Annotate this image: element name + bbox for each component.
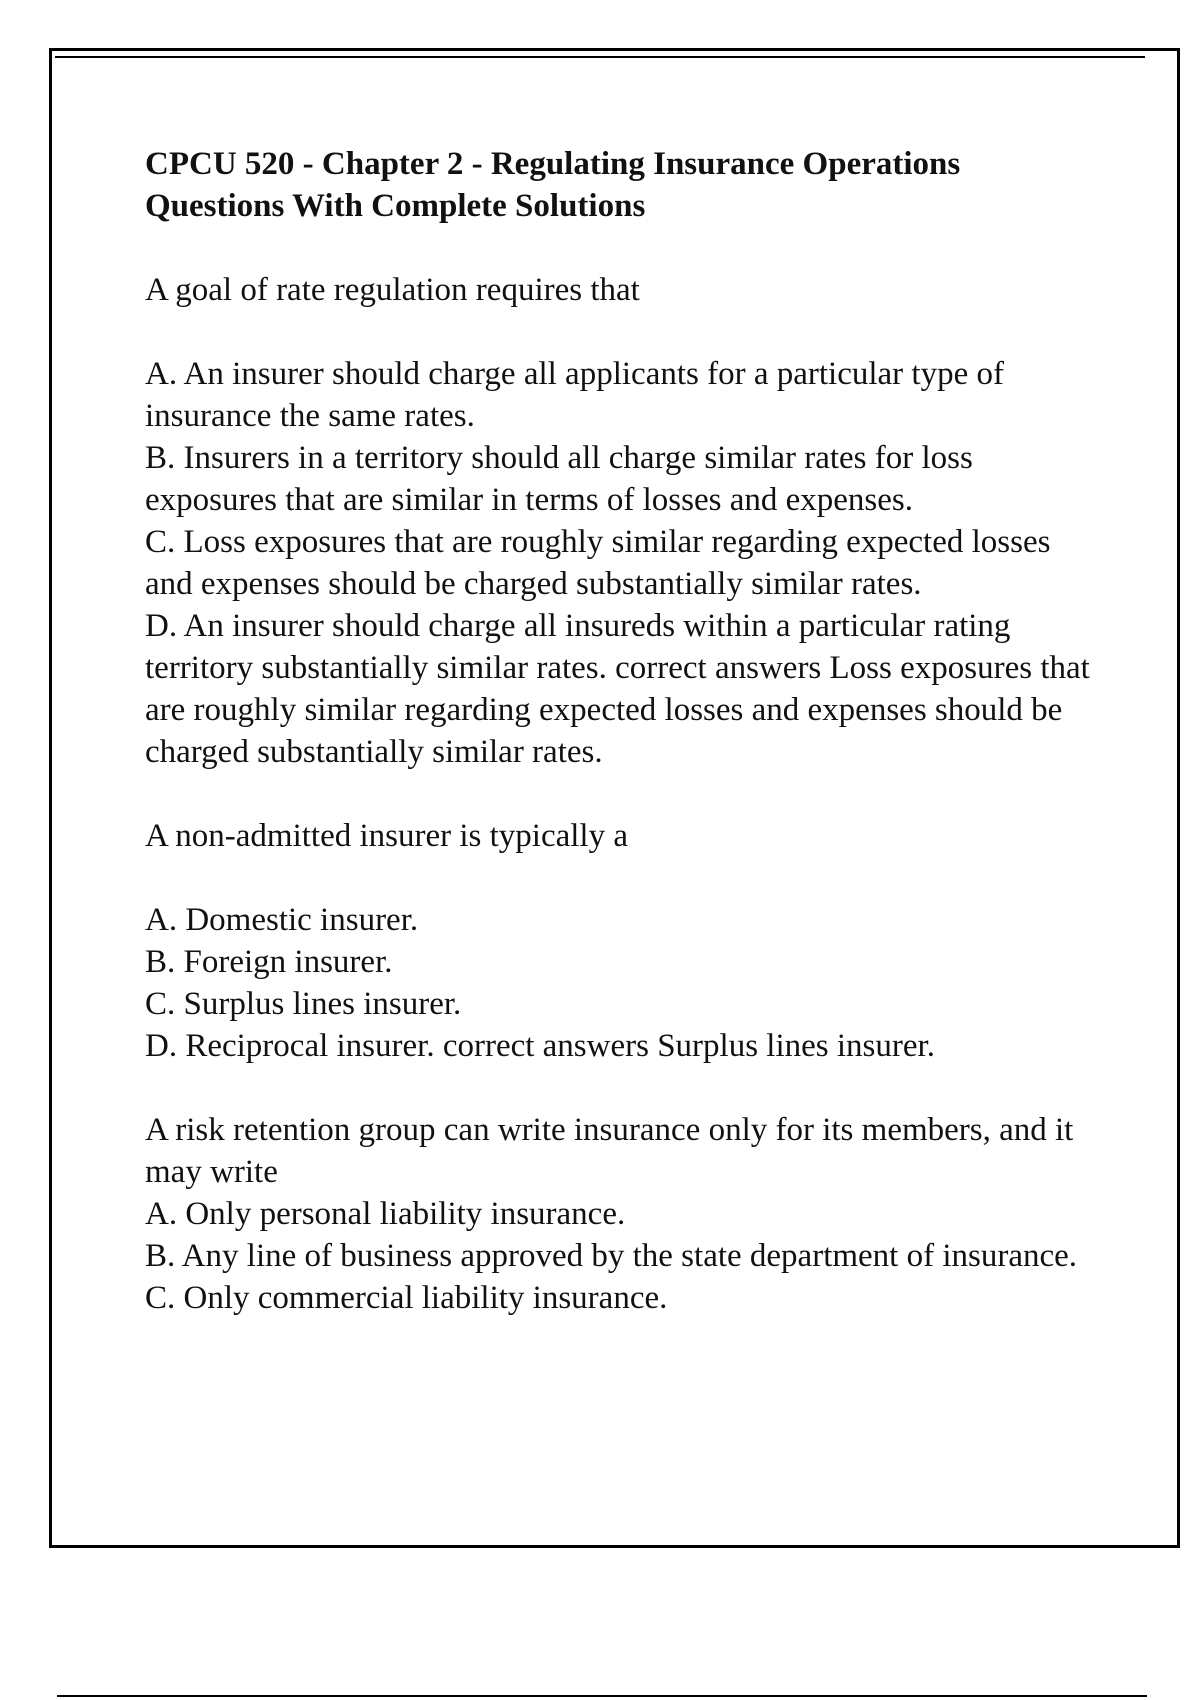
spacer [145, 311, 1105, 353]
question-2-stem: A non-admitted insurer is typically a [145, 818, 628, 854]
question-1-option-b: B. Insurers in a territory should all charge similar rates for loss exposures that are similar in terms of losses and expenses. [145, 440, 973, 518]
question-1-stem: A goal of rate regulation requires that [145, 272, 640, 308]
spacer [145, 857, 1105, 899]
question-3 [145, 1109, 1105, 1319]
question-3-option-b: B. Any line of business approved by the state department of insurance. [145, 1238, 1078, 1274]
question-2 [145, 815, 1105, 1067]
question-2-option-b: B. Foreign insurer. [145, 944, 393, 980]
document-title-line-2: Questions With Complete Solutions [145, 188, 646, 224]
question-3-stem: A risk retention group can write insurance only for its members, and it may write [145, 1112, 1074, 1190]
question-2-option-a: A. Domestic insurer. [145, 902, 419, 938]
question-2-option-c: C. Surplus lines insurer. [145, 986, 462, 1022]
document-content [145, 143, 1105, 1319]
question-1-option-c: C. Loss exposures that are roughly similar regarding expected losses and expenses should be charged substantially similar rates. [145, 524, 1051, 602]
spacer [145, 773, 1105, 815]
document-title-line-1: CPCU 520 - Chapter 2 - Regulating Insurance Operations [145, 146, 961, 182]
frame-top-rule [55, 56, 1145, 58]
question-3-option-c: C. Only commercial liability insurance. [145, 1280, 668, 1316]
question-1 [145, 269, 1105, 773]
question-1-option-a: A. An insurer should charge all applicants for a particular type of insurance the same rates. [145, 356, 1004, 434]
question-2-option-d: D. Reciprocal insurer. correct answers Surplus lines insurer. [145, 1028, 935, 1064]
question-3-option-a: A. Only personal liability insurance. [145, 1196, 626, 1232]
document-title [145, 143, 1105, 227]
spacer [145, 1067, 1105, 1109]
next-page-top-rule [57, 1695, 1147, 1697]
question-1-option-d: D. An insurer should charge all insureds within a particular rating territory substantially similar rates. correct answers Loss exposures that are roughly similar regarding expected losses and expenses should be charged substantially similar rates. [145, 608, 1090, 770]
